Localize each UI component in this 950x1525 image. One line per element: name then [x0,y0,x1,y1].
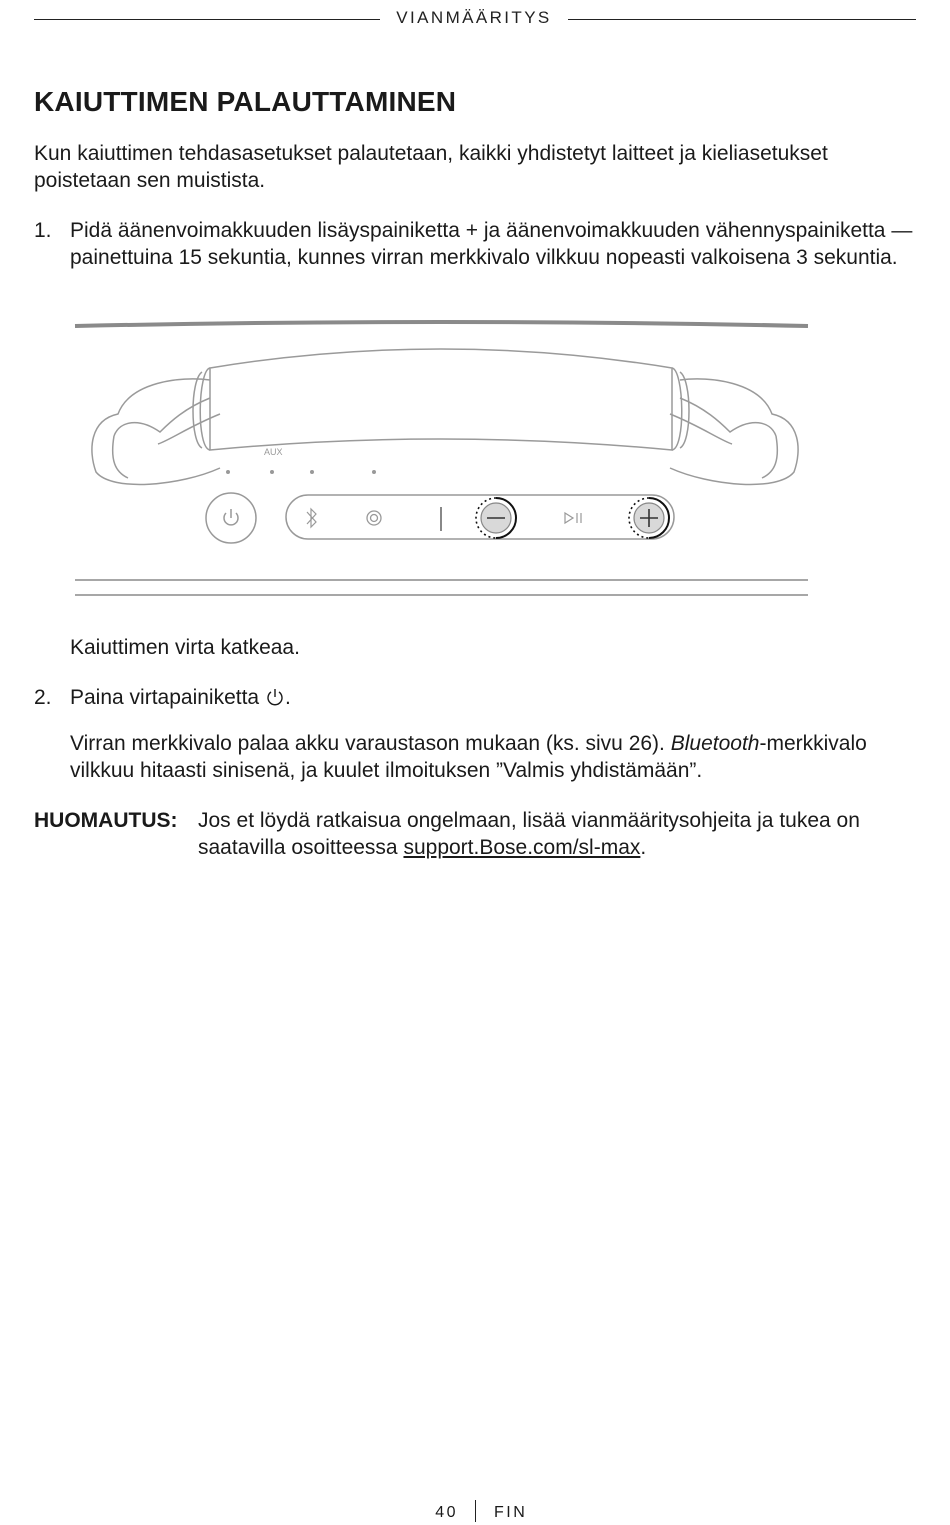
speaker-band [210,349,672,450]
step-2-text [70,685,920,712]
speaker-top-edge [75,322,808,326]
note-label: HUOMAUTUS: [34,809,178,832]
support-link[interactable]: support.Bose.com/sl-max [403,835,641,859]
volume-up-icon [629,498,669,538]
aux-label: AUX [264,447,283,457]
note-body: Jos et löydä ratkaisua ongelmaan, lisää vianmääritysohjeita ja tukea on saatavilla osoitteessa [198,809,860,859]
section-title: VIANMÄÄRITYS [396,8,552,27]
intro-paragraph: Kun kaiuttimen tehdasasetukset palautetaan, kaikki yhdistetyt laitteet ja kieliasetukset poistetaan sen muistista. [34,142,828,192]
step-2-text-main: Paina virtapainiketta [70,686,260,709]
page-number: 40 [435,1504,458,1521]
page-footer [0,1500,950,1524]
note-text [198,808,918,861]
power-icon [206,493,256,543]
section-header [34,8,916,32]
step-2-text-end: . [284,686,291,709]
left-handle-inner [114,398,210,436]
step-2-number: 2. [34,686,52,709]
step-1-text-a: Pidä äänenvoimakkuuden lisäyspainiketta [70,219,460,242]
header-rule-right [568,19,916,20]
step-2-detail-a: Virran merkkivalo palaa akku varaustason mukaan (ks. sivu 26). [70,732,665,755]
play-pause-icon [565,513,581,523]
step-2-detail-b: -merkkivalo vilkkuu hitaasti sinisenä, ja kuulet ilmoituksen ”Valmis yhdistämään”. [70,732,867,782]
plus-icon: + [465,219,479,242]
note-end: . [640,835,647,859]
step-1-text-b: ja äänenvoimakkuuden vähennyspainiketta [483,219,886,242]
indicator-dot [372,470,376,474]
bluetooth-icon [307,509,316,527]
footer-divider [475,1500,476,1522]
bluetooth-term: Bluetooth [670,732,760,755]
indicator-dot [270,470,274,474]
right-handle-outer [670,379,798,485]
indicator-dot [226,470,230,474]
minus-icon: — [891,219,913,242]
indicator-dot [310,470,314,474]
volume-down-icon [476,498,516,538]
power-icon [265,687,285,707]
control-strip [286,495,674,539]
language-code: FIN [494,1504,528,1521]
speaker-illustration [60,310,840,610]
step-1-result: Kaiuttimen virta katkeaa. [70,636,300,659]
page-title: KAIUTTIMEN PALAUTTAMINEN [34,86,457,117]
step-2-detail [70,731,930,784]
step-1-text [70,218,920,271]
action-icon [367,511,381,525]
right-handle-inner [680,398,776,436]
step-1-number: 1. [34,219,52,242]
header-rule-left [34,19,380,20]
step-1-text-c: painettuina 15 sekuntia, kunnes virran merkkivalo vilkkuu nopeasti valkoisena 3 sekuntia. [70,245,898,269]
